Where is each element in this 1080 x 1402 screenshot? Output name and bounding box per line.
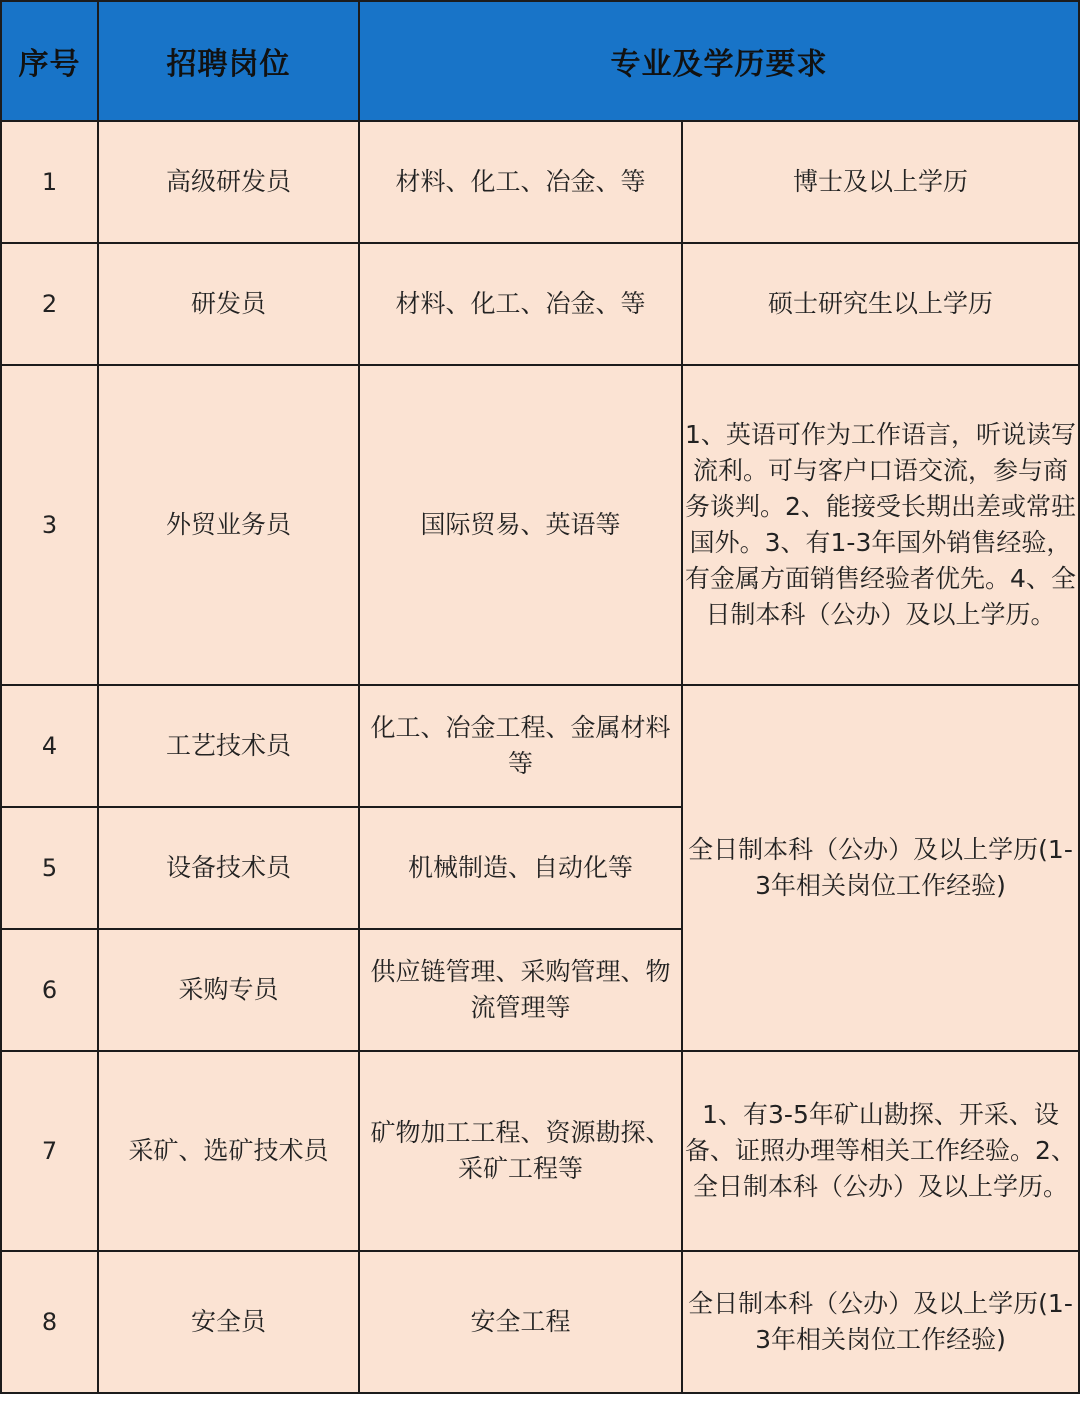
row-education: 博士及以上学历	[682, 121, 1079, 243]
row-position: 采购专员	[98, 929, 359, 1051]
row-no: 8	[1, 1251, 98, 1393]
row-no: 5	[1, 807, 98, 929]
table-row	[1, 685, 1079, 807]
header-position: 招聘岗位	[98, 1, 359, 121]
table-row	[1, 1051, 1079, 1251]
row-major: 机械制造、自动化等	[359, 807, 682, 929]
row-education: 硕士研究生以上学历	[682, 243, 1079, 365]
row-position: 安全员	[98, 1251, 359, 1393]
row-education: 1、有3-5年矿山勘探、开采、设备、证照办理等相关工作经验。2、全日制本科（公办）及以上学历。	[682, 1051, 1079, 1251]
table-row	[1, 365, 1079, 685]
row-no: 1	[1, 121, 98, 243]
row-position: 高级研发员	[98, 121, 359, 243]
row-major: 供应链管理、采购管理、物流管理等	[359, 929, 682, 1051]
row-major: 国际贸易、英语等	[359, 365, 682, 685]
table-row	[1, 243, 1079, 365]
row-position: 外贸业务员	[98, 365, 359, 685]
row-education: 全日制本科（公办）及以上学历(1-3年相关岗位工作经验)	[682, 1251, 1079, 1393]
merged-education: 全日制本科（公办）及以上学历(1-3年相关岗位工作经验)	[682, 685, 1079, 1051]
row-no: 4	[1, 685, 98, 807]
header-no: 序号	[1, 1, 98, 121]
row-major: 安全工程	[359, 1251, 682, 1393]
row-no: 6	[1, 929, 98, 1051]
row-position: 研发员	[98, 243, 359, 365]
row-major: 材料、化工、冶金、等	[359, 243, 682, 365]
header-requirements: 专业及学历要求	[359, 1, 1079, 121]
row-major: 化工、冶金工程、金属材料等	[359, 685, 682, 807]
row-education: 1、英语可作为工作语言，听说读写流利。可与客户口语交流，参与商务谈判。2、能接受长期出差或常驻国外。3、有1-3年国外销售经验，有金属方面销售经验者优先。4、全日制本科（公办）及以上学历。	[682, 365, 1079, 685]
row-major: 材料、化工、冶金、等	[359, 121, 682, 243]
table-header-row	[1, 1, 1079, 121]
table-row	[1, 121, 1079, 243]
row-position: 采矿、选矿技术员	[98, 1051, 359, 1251]
row-no: 7	[1, 1051, 98, 1251]
row-major: 矿物加工工程、资源勘探、采矿工程等	[359, 1051, 682, 1251]
row-no: 2	[1, 243, 98, 365]
row-position: 设备技术员	[98, 807, 359, 929]
row-position: 工艺技术员	[98, 685, 359, 807]
table-row	[1, 1251, 1079, 1393]
row-no: 3	[1, 365, 98, 685]
